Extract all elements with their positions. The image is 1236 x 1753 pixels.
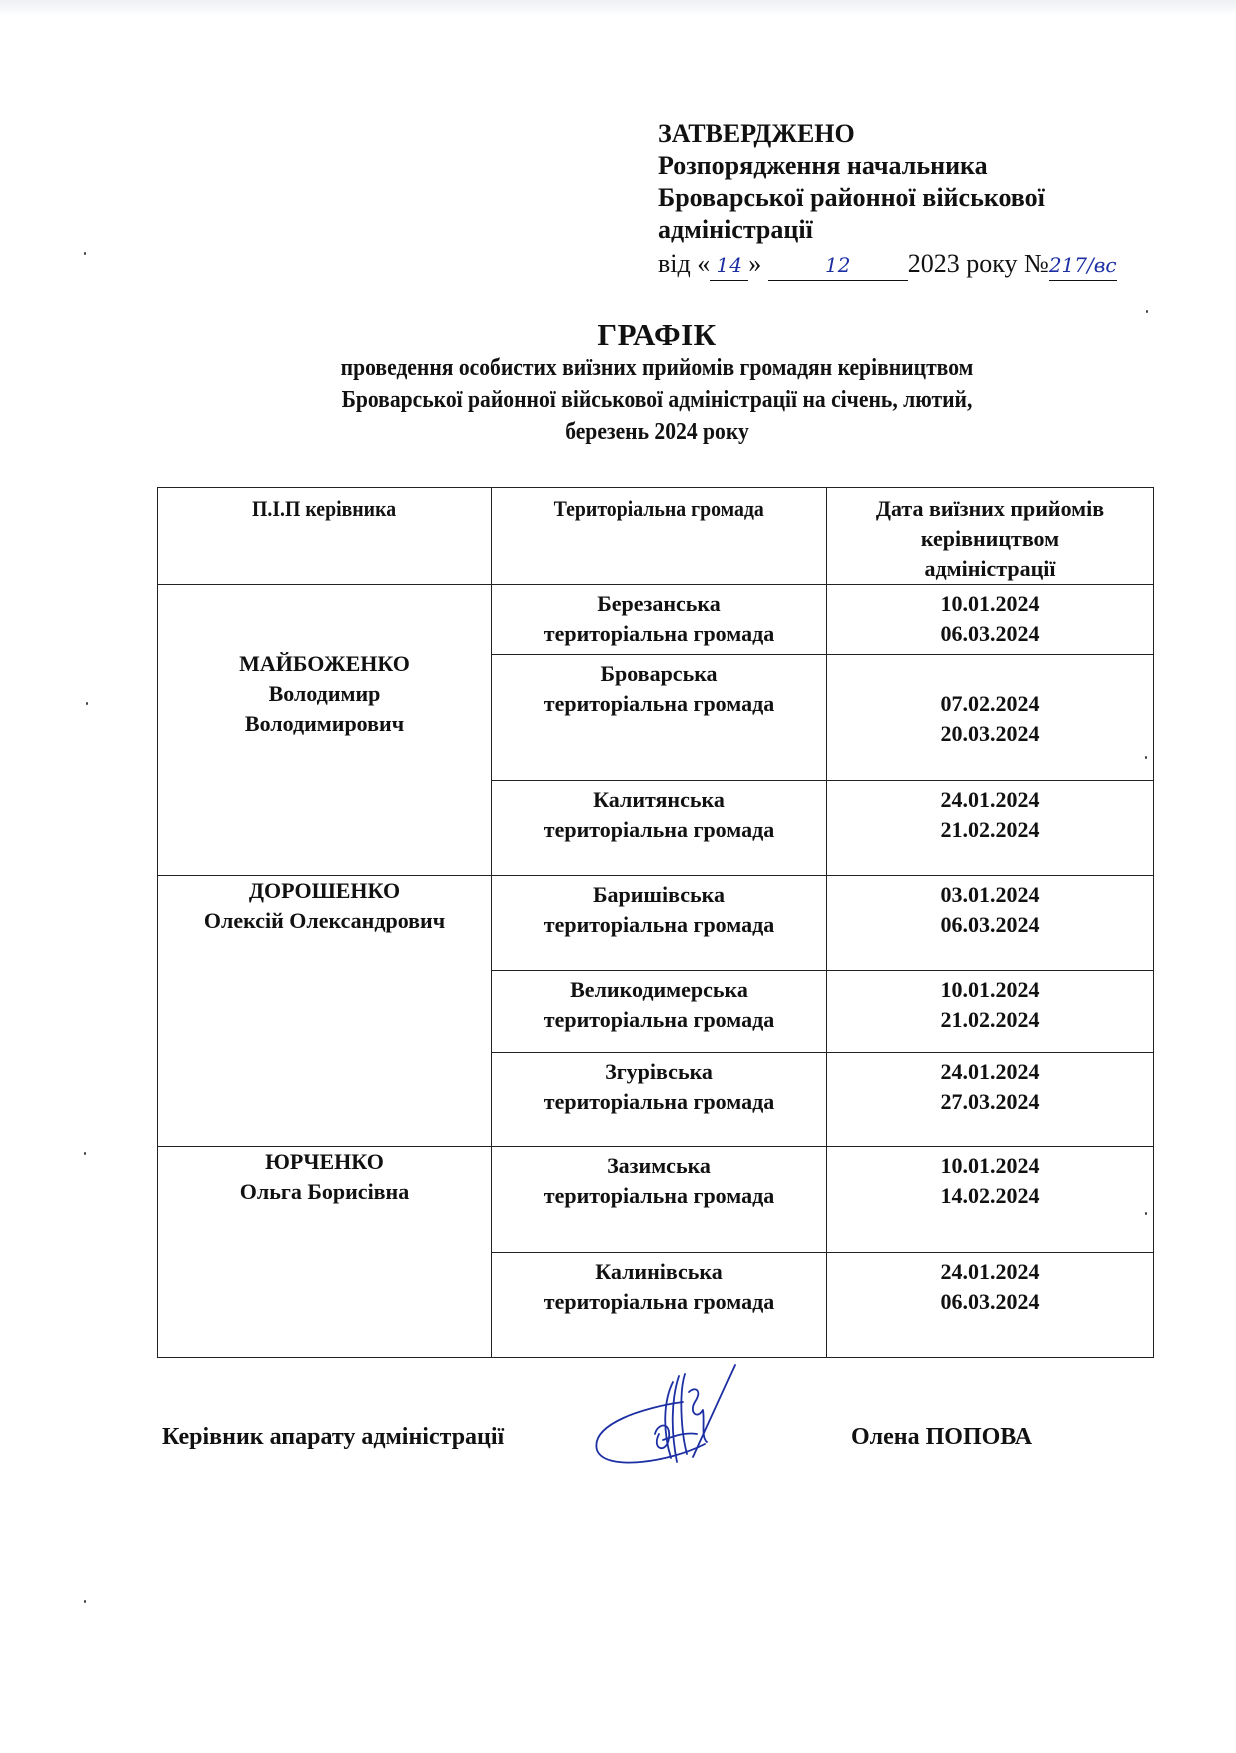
visit-date: 24.01.2024 xyxy=(940,1059,1040,1084)
header-community: Територіальна громада xyxy=(492,488,827,585)
date-prefix: від « xyxy=(658,249,711,278)
header-dates xyxy=(827,488,1154,585)
scan-speck xyxy=(84,252,86,255)
community-cell xyxy=(492,971,827,1053)
header-dates-line-2: керівництвом xyxy=(920,526,1060,551)
leader-cell xyxy=(158,585,492,876)
visit-date: 21.02.2024 xyxy=(940,817,1040,842)
date-month-handwritten: 12 xyxy=(825,253,851,277)
dates-cell xyxy=(827,1053,1154,1147)
visit-date: 06.03.2024 xyxy=(940,621,1040,646)
table-row xyxy=(158,876,1154,971)
table-header-row xyxy=(158,488,1154,585)
scan-speck xyxy=(86,702,88,705)
visit-date: 10.01.2024 xyxy=(940,977,1040,1002)
document-title xyxy=(120,318,1194,448)
date-day-field xyxy=(710,249,748,281)
leader-cell xyxy=(158,1147,492,1358)
approval-line-3: адміністрації xyxy=(658,215,813,244)
community-name: Березанська xyxy=(597,591,721,616)
title-subtitle-line-1: проведення особистих виїзних прийомів громадян керівництвом xyxy=(340,355,974,381)
community-suffix: територіальна громада xyxy=(543,1289,775,1314)
table-row xyxy=(158,1147,1154,1253)
signatory-position: Керівник апарату адміністрації xyxy=(162,1424,505,1450)
signature-stroke xyxy=(663,1433,697,1440)
order-number-handwritten: 217/вс xyxy=(1048,253,1117,277)
leader-name-line-1: Ольга Борисівна xyxy=(239,1179,410,1204)
community-name: Зазимська xyxy=(607,1153,711,1178)
dates-cell xyxy=(827,781,1154,876)
dates-cell xyxy=(827,585,1154,655)
community-cell xyxy=(492,1053,827,1147)
approval-block xyxy=(658,118,1228,282)
leader-surname: ДОРОШЕНКО xyxy=(248,878,401,903)
community-name: Калинівська xyxy=(595,1259,723,1284)
dates-cell xyxy=(827,971,1154,1053)
visit-date: 06.03.2024 xyxy=(940,912,1040,937)
leader-name-line-1: Олексій Олександрович xyxy=(203,908,446,933)
leader-surname: МАЙБОЖЕНКО xyxy=(239,651,410,676)
community-cell xyxy=(492,585,827,655)
visit-date: 06.03.2024 xyxy=(940,1289,1040,1314)
table-row xyxy=(158,585,1154,655)
community-name: Калитянська xyxy=(593,787,725,812)
scan-speck xyxy=(1146,310,1148,313)
title-subtitle-line-3: березень 2024 року xyxy=(565,419,749,445)
visit-date: 03.01.2024 xyxy=(940,882,1040,907)
date-year: 2023 року № xyxy=(907,249,1049,278)
visit-date: 20.03.2024 xyxy=(940,721,1040,746)
visit-date: 27.03.2024 xyxy=(940,1089,1040,1114)
community-cell xyxy=(492,655,827,781)
handwritten-signature xyxy=(585,1362,815,1477)
date-month-field xyxy=(768,249,908,281)
community-name: Баришівська xyxy=(592,882,726,907)
visit-date: 10.01.2024 xyxy=(940,1153,1040,1178)
community-name: Броварська xyxy=(600,661,718,686)
visit-date: 07.02.2024 xyxy=(940,691,1040,716)
leader-cell xyxy=(158,876,492,1147)
visit-date: 14.02.2024 xyxy=(940,1183,1040,1208)
community-cell xyxy=(492,1147,827,1253)
approval-line-2: Броварської районної військової xyxy=(658,183,1045,212)
community-suffix: територіальна громада xyxy=(543,912,775,937)
header-dates-line-1: Дата виїзних прийомів xyxy=(875,496,1105,521)
community-cell xyxy=(492,781,827,876)
dates-cell xyxy=(827,1147,1154,1253)
schedule-table xyxy=(157,487,1154,1358)
signature-stroke xyxy=(596,1402,705,1463)
header-leader: П.І.П керівника xyxy=(158,488,492,585)
dates-cell xyxy=(827,1253,1154,1358)
scan-speck xyxy=(84,1600,86,1603)
signature-stroke xyxy=(693,1365,735,1457)
approval-heading: ЗАТВЕРДЖЕНО xyxy=(658,119,855,148)
community-cell xyxy=(492,1253,827,1358)
title-subtitle-line-2: Броварської районної військової адміністрації на січень, лютий, xyxy=(341,387,973,413)
community-suffix: територіальна громада xyxy=(543,1007,775,1032)
community-suffix: територіальна громада xyxy=(543,621,775,646)
dates-cell xyxy=(827,655,1154,781)
title-heading: ГРАФІК xyxy=(597,317,717,352)
date-mid: » xyxy=(748,249,762,278)
visit-date: 10.01.2024 xyxy=(940,591,1040,616)
community-suffix: територіальна громада xyxy=(543,691,775,716)
date-day-handwritten: 14 xyxy=(716,253,742,277)
visit-date: 21.02.2024 xyxy=(940,1007,1040,1032)
community-name: Великодимерська xyxy=(570,977,748,1002)
leader-name-line-1: Володимир xyxy=(268,681,381,706)
order-number-field xyxy=(1049,249,1117,281)
community-suffix: територіальна громада xyxy=(543,1183,775,1208)
community-suffix: територіальна громада xyxy=(543,817,775,842)
dates-cell xyxy=(827,876,1154,971)
approval-line-1: Розпорядження начальника xyxy=(658,151,988,180)
visit-date: 24.01.2024 xyxy=(940,1259,1040,1284)
scan-bleed-through xyxy=(0,0,1236,16)
leader-surname: ЮРЧЕНКО xyxy=(265,1149,384,1174)
scan-speck xyxy=(84,1152,86,1155)
community-suffix: територіальна громада xyxy=(543,1089,775,1114)
community-cell xyxy=(492,876,827,971)
visit-date: 24.01.2024 xyxy=(940,787,1040,812)
header-dates-line-3: адміністрації xyxy=(924,556,1056,581)
signature-stroke xyxy=(665,1374,687,1462)
signatory-name: Олена ПОПОВА xyxy=(851,1424,1033,1450)
leader-name-line-2: Володимирович xyxy=(244,711,405,736)
community-name: Згурівська xyxy=(605,1059,713,1084)
approval-date-line xyxy=(658,246,1228,282)
